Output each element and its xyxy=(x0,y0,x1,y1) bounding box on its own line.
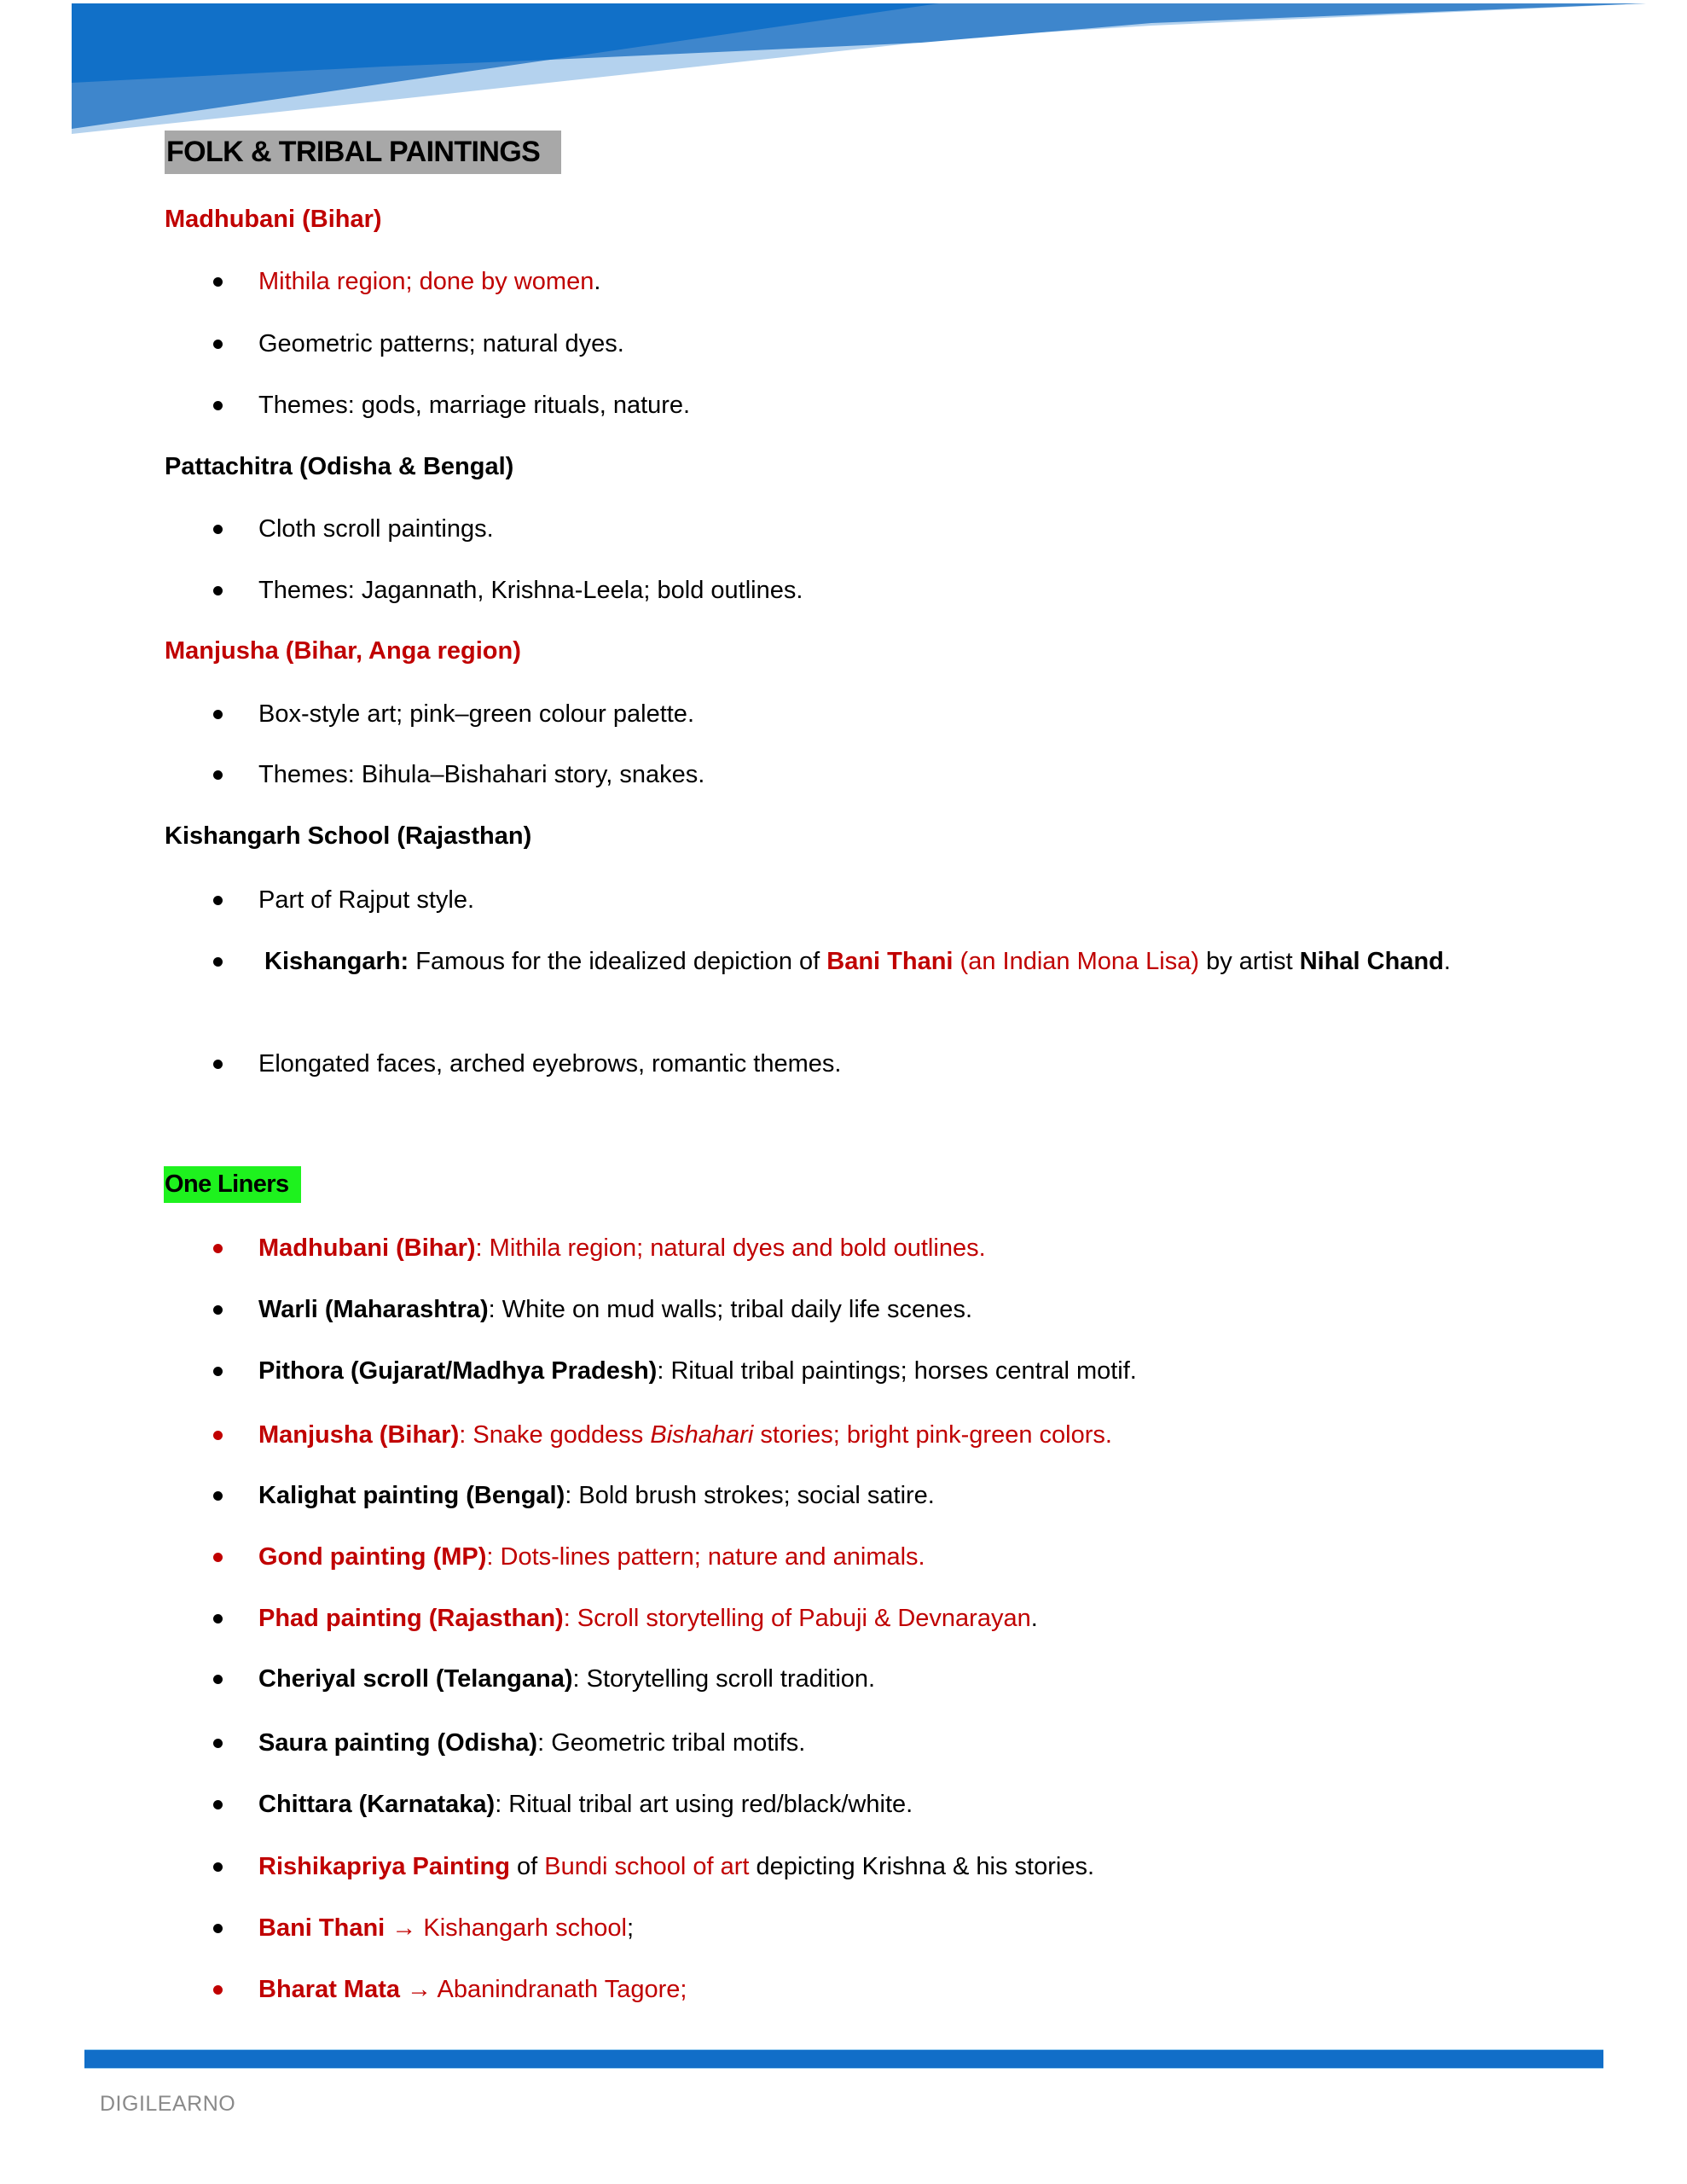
bullet-icon xyxy=(212,1354,223,1388)
bullet-icon xyxy=(212,327,223,361)
item-text: Cloth scroll paintings. xyxy=(258,515,494,543)
item-text: of xyxy=(509,1853,545,1880)
one-liner-item xyxy=(0,1726,1687,1760)
list-item xyxy=(0,512,1687,546)
item-text: stories; bright pink-green colors. xyxy=(753,1421,1112,1449)
page-title: FOLK & TRIBAL PAINTINGS xyxy=(166,136,541,168)
item-text-part: Famous for the idealized depiction of xyxy=(409,948,827,975)
item-text-italic: Bishahari xyxy=(650,1421,754,1449)
bullet-icon xyxy=(212,883,223,917)
bullet-icon xyxy=(212,1787,223,1821)
item-label: Kalighat painting (Bengal) xyxy=(258,1482,565,1509)
section-heading-kishangarh: Kishangarh School (Rajasthan) xyxy=(165,822,532,850)
item-text xyxy=(258,942,1521,981)
one-liner-item xyxy=(0,1478,1687,1513)
item-label: Warli (Maharashtra) xyxy=(258,1296,489,1323)
item-text: : Scroll storytelling of Pabuji & Devnarayan xyxy=(563,1605,1031,1632)
item-text: : Snake goddess xyxy=(459,1421,651,1449)
item-text: depicting Krishna & his stories. xyxy=(749,1853,1095,1880)
list-item xyxy=(0,327,1687,361)
list-item xyxy=(0,388,1687,422)
bullet-icon xyxy=(212,1047,223,1081)
item-label: Bani Thani xyxy=(258,1914,386,1942)
one-liner-item xyxy=(0,1601,1687,1635)
item-label: Rishikapriya Painting xyxy=(258,1853,510,1880)
item-text: : Ritual tribal art using red/black/white. xyxy=(495,1791,913,1818)
item-text: : Mithila region; natural dyes and bold outlines. xyxy=(475,1234,986,1262)
header-wave-banner xyxy=(0,0,1687,145)
bullet-icon xyxy=(212,573,223,607)
one-liner-item xyxy=(0,1292,1687,1327)
footer-bar xyxy=(84,2050,1603,2068)
section-heading-madhubani: Madhubani (Bihar) xyxy=(165,206,382,233)
bullet-icon xyxy=(212,1726,223,1760)
item-text: : Storytelling scroll tradition. xyxy=(572,1665,876,1693)
item-label: Manjusha (Bihar) xyxy=(258,1421,460,1449)
item-label: Saura painting (Odisha) xyxy=(258,1729,538,1757)
list-item xyxy=(0,1047,1687,1081)
bullet-icon xyxy=(212,697,223,731)
list-item xyxy=(0,264,1687,299)
page-title-highlight xyxy=(165,131,561,174)
item-text: : White on mud walls; tribal daily life scenes. xyxy=(488,1296,972,1323)
item-text-end: . xyxy=(1030,1605,1038,1632)
item-text: Geometric patterns; natural dyes. xyxy=(258,330,624,357)
item-text-end: . xyxy=(1443,948,1451,975)
bullet-icon xyxy=(212,1418,223,1452)
one-liner-item xyxy=(0,1911,1687,1945)
list-item xyxy=(0,697,1687,731)
bullet-icon xyxy=(212,512,223,546)
item-text: Box-style art; pink–green colour palette. xyxy=(258,700,694,728)
item-label: Bharat Mata xyxy=(258,1976,400,2003)
item-text: Elongated faces, arched eyebrows, romantic themes. xyxy=(258,1050,842,1077)
item-text: : Ritual tribal paintings; horses central motif. xyxy=(657,1357,1137,1385)
bullet-icon xyxy=(212,1662,223,1696)
item-label: Madhubani (Bihar) xyxy=(258,1234,476,1262)
item-text: : Dots-lines pattern; nature and animals. xyxy=(486,1543,925,1571)
item-text: → Kishangarh school xyxy=(385,1914,627,1942)
list-item xyxy=(0,944,1687,1023)
one-liner-item xyxy=(0,1972,1687,2007)
item-text: : Geometric tribal motifs. xyxy=(537,1729,806,1757)
item-label: Cheriyal scroll (Telangana) xyxy=(258,1665,573,1693)
one-liner-item xyxy=(0,1418,1687,1452)
item-text: Part of Rajput style. xyxy=(258,886,475,914)
bullet-icon xyxy=(212,1601,223,1635)
item-text: Themes: Jagannath, Krishna-Leela; bold outlines. xyxy=(258,577,803,604)
section-heading-pattachitra: Pattachitra (Odisha & Bengal) xyxy=(165,453,514,480)
bullet-icon xyxy=(212,1231,223,1265)
item-text: Themes: gods, marriage rituals, nature. xyxy=(258,392,691,419)
list-item xyxy=(0,758,1687,792)
one-liner-item xyxy=(0,1662,1687,1696)
bullet-icon xyxy=(212,264,223,299)
section-heading-manjusha: Manjusha (Bihar, Anga region) xyxy=(165,637,521,665)
artist-name: Nihal Chand xyxy=(1299,948,1444,975)
bullet-icon xyxy=(212,758,223,792)
one-liner-item xyxy=(0,1354,1687,1388)
item-text: Mithila region; done by women xyxy=(258,268,594,295)
one-liner-item xyxy=(0,1231,1687,1265)
one-liners-heading: One Liners xyxy=(165,1170,289,1198)
item-text: Themes: Bihula–Bishahari story, snakes. xyxy=(258,761,705,788)
bullet-icon xyxy=(212,1540,223,1574)
one-liners-highlight xyxy=(164,1166,301,1203)
item-label: Phad painting (Rajasthan) xyxy=(258,1605,564,1632)
item-label: Gond painting (MP) xyxy=(258,1543,487,1571)
one-liner-item xyxy=(0,1540,1687,1574)
bullet-icon xyxy=(212,1911,223,1945)
bullet-icon xyxy=(212,1292,223,1327)
bullet-icon xyxy=(212,388,223,422)
item-text: : Bold brush strokes; social satire. xyxy=(565,1482,935,1509)
painting-name: Bani Thani xyxy=(826,948,954,975)
item-text-highlight: Bundi school of art xyxy=(544,1853,750,1880)
item-text-part: by artist xyxy=(1199,948,1300,975)
one-liner-item xyxy=(0,1787,1687,1821)
item-text-end: ; xyxy=(626,1914,635,1942)
bullet-icon xyxy=(212,1478,223,1513)
painting-note: (an Indian Mona Lisa) xyxy=(953,948,1200,975)
list-item xyxy=(0,883,1687,917)
footer-brand: DIGILEARNO xyxy=(100,2092,236,2116)
item-label: Pithora (Gujarat/Madhya Pradesh) xyxy=(258,1357,658,1385)
item-label: Kishangarh: xyxy=(264,948,409,975)
bullet-icon xyxy=(212,944,223,979)
item-text: → Abanindranath Tagore; xyxy=(400,1976,687,2003)
bullet-icon xyxy=(212,1850,223,1884)
item-text-end: . xyxy=(594,268,601,295)
bullet-icon xyxy=(212,1972,223,2007)
list-item xyxy=(0,573,1687,607)
one-liner-item xyxy=(0,1850,1687,1884)
item-label: Chittara (Karnataka) xyxy=(258,1791,496,1818)
